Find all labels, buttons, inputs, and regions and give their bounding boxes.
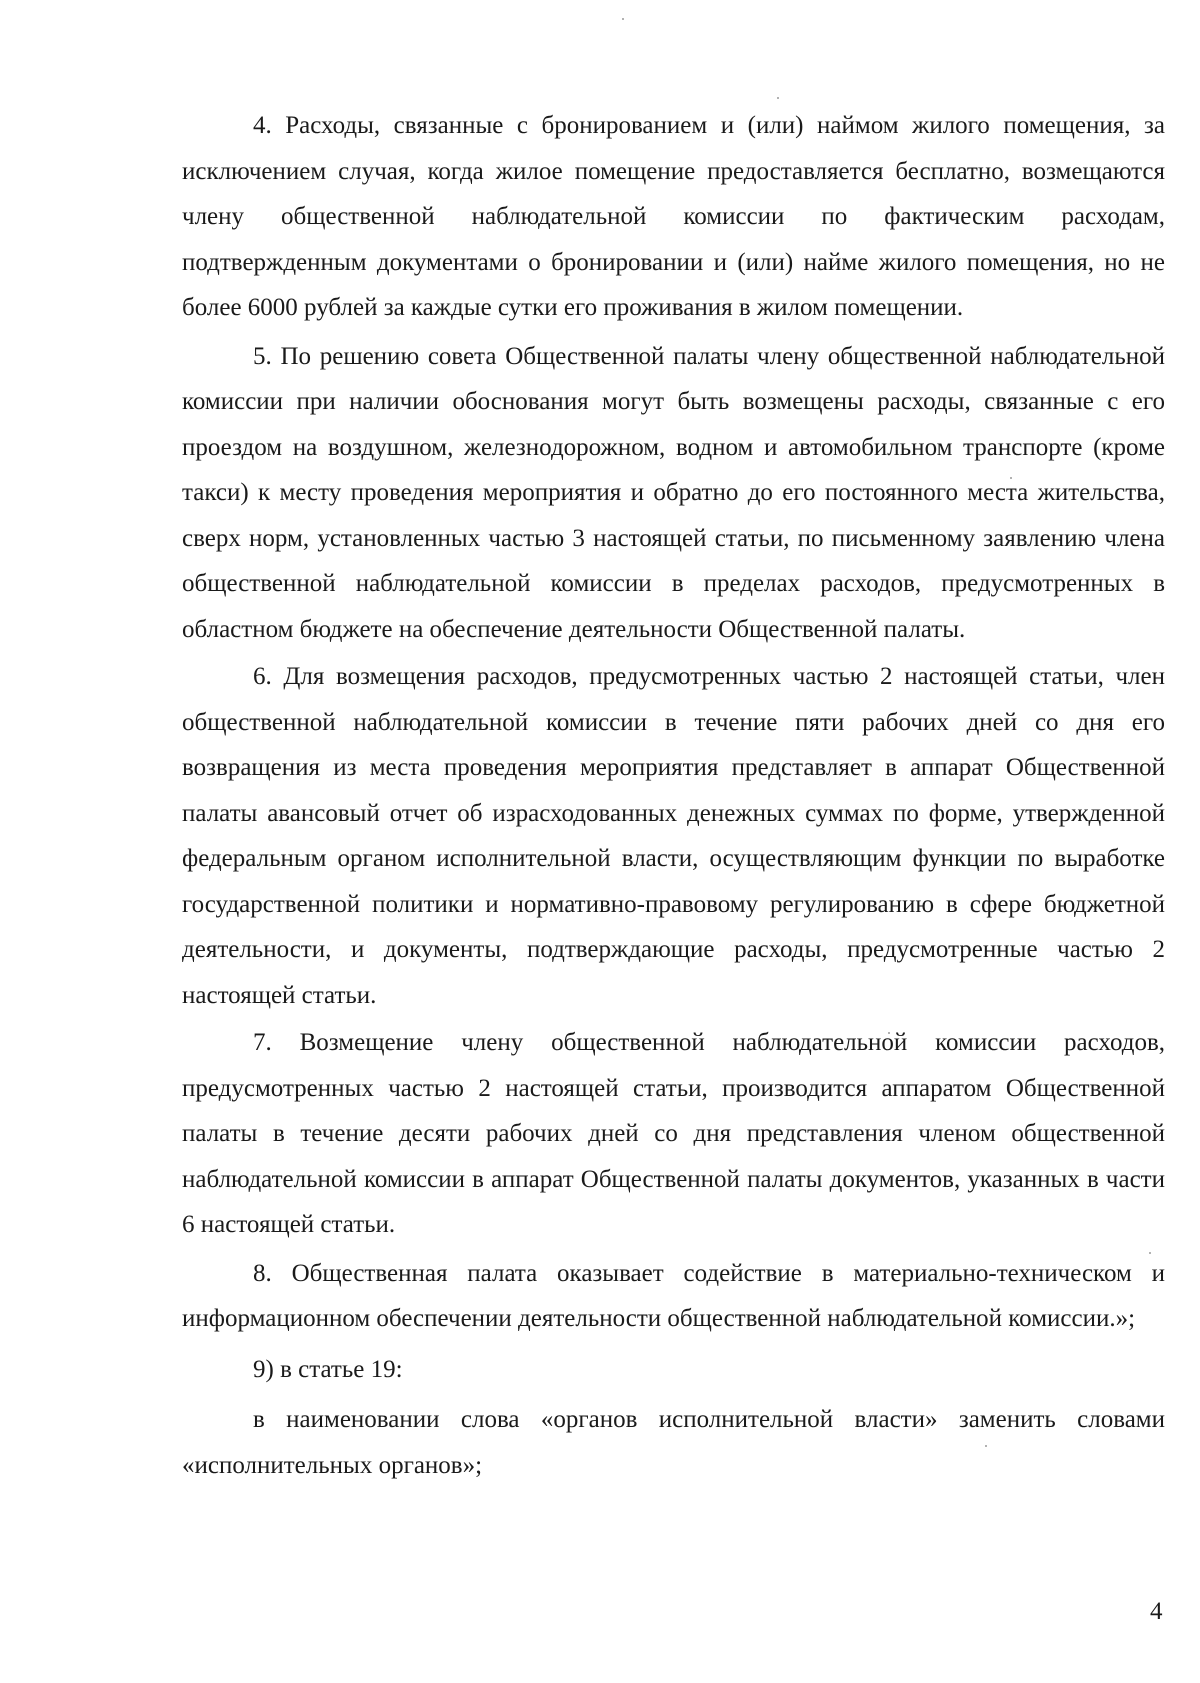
- document-body: [182, 103, 1165, 1488]
- paragraph-8: 8. Общественная палата оказывает содействие в материально-техническом и информационном обеспечении деятельности общественной наблюдательной комиссии.»;: [182, 1259, 1165, 1332]
- paragraph-9-amendment: 9) в статье 19:: [253, 1355, 403, 1383]
- paragraph-5: 5. По решению совета Общественной палаты члену общественной наблюдательной комиссии при наличии обоснования могут быть возмещены расходы, связанные с его проездом на воздушном, железнодорожном, водном и автомобильном транспорте (кроме такси) к месту проведения мероприятия и обратно до его постоянного места жительства, сверх норм, установленных частью 3 настоящей статьи, по письменному заявлению члена общественной наблюдательной комиссии в пределах расходов, предусмотренных в областном бюджете на обеспечение деятельности Общественной палаты.: [182, 342, 1165, 643]
- scan-speck: [622, 18, 624, 20]
- paragraph-title-amendment: в наименовании слова «органов исполнительной власти» заменить словами «исполнительных органов»;: [182, 1406, 1165, 1479]
- page-number: 4: [1150, 1598, 1163, 1625]
- paragraph-4: 4. Расходы, связанные с бронированием и (или) наймом жилого помещения, за исключением случая, когда жилое помещение предоставляется бесплатно, возмещаются члену общественной наблюдательной комиссии по фактическим расходам, подтвержденным документами о бронировании и (или) найме жилого помещения, но не более 6000 рублей за каждые сутки его проживания в жилом помещении.: [182, 112, 1165, 321]
- paragraph-7: 7. Возмещение члену общественной наблюдательной комиссии расходов, предусмотренных частью 2 настоящей статьи, производится аппаратом Общественной палаты в течение десяти рабочих дней со дня представления членом общественной наблюдательной комиссии в аппарат Общественной палаты документов, указанных в части 6 настоящей статьи.: [182, 1029, 1165, 1238]
- paragraph-6: 6. Для возмещения расходов, предусмотренных частью 2 настоящей статьи, член общественной наблюдательной комиссии в течение пяти рабочих дней со дня его возвращения из места проведения мероприятия представляет в аппарат Общественной палаты авансовый отчет об израсходованных денежных суммах по форме, утвержденной федеральным органом исполнительной власти, осуществляющим функции по выработке государственной политики и нормативно-правовому регулированию в сфере бюджетной деятельности, и документы, подтверждающие расходы, предусмотренные частью 2 настоящей статьи.: [182, 663, 1165, 1009]
- scan-speck: [777, 97, 779, 99]
